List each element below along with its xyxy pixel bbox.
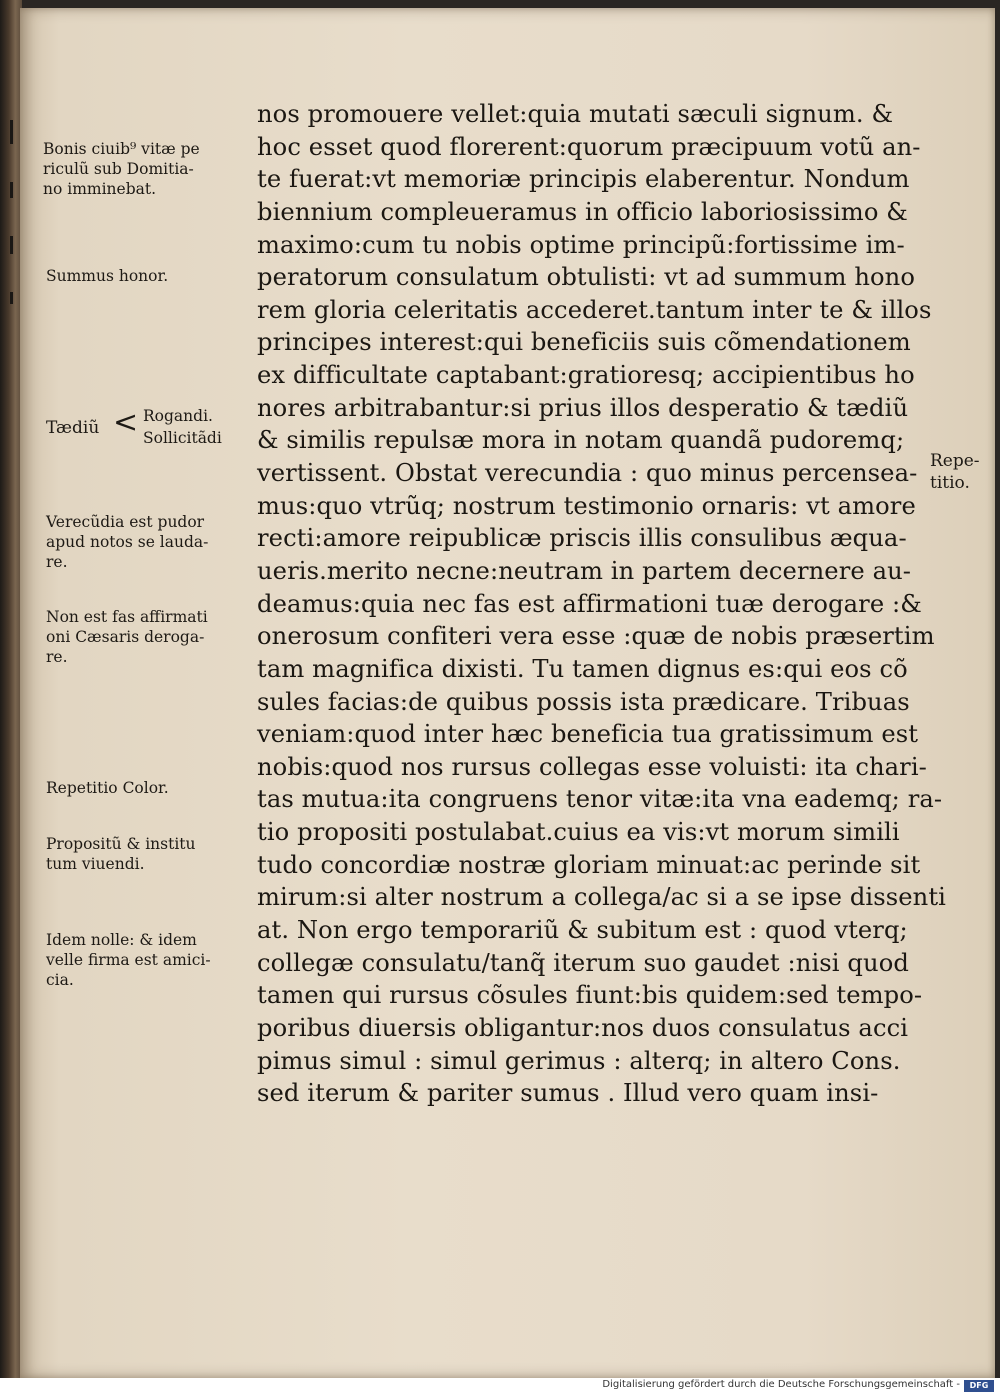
gloss-line: velle firma est amici-	[46, 951, 211, 969]
dfg-logo: DFG	[964, 1380, 994, 1392]
gloss-summus-honor	[46, 266, 168, 286]
gloss-line: tum viuendi.	[46, 855, 145, 873]
brace-symbol: <	[113, 405, 139, 440]
text-line: tas mutua:ita congruens tenor vitæ:ita vna eademq; ra-	[257, 785, 943, 814]
text-line: vertissent. Obstat verecundia : quo minus percensea-	[257, 459, 918, 488]
gloss-taedium-head	[46, 418, 99, 438]
gloss-line: Non est fas affirmati	[46, 608, 208, 626]
text-line: peratorum consulatum obtulisti: vt ad summum hono	[257, 263, 916, 292]
book-edge	[0, 0, 22, 1380]
gloss-propositum	[46, 834, 196, 874]
text-line: biennium compleueramus in officio laboriosissimo &	[257, 197, 908, 226]
text-line: pimus simul : simul gerimus : alterq; in altero Cons.	[257, 1046, 901, 1075]
text-line: at. Non ergo temporariũ & subitum est : quod vterq;	[257, 916, 908, 945]
text-line: nores arbitrabantur:si prius illos desperatio & tædiũ	[257, 393, 909, 422]
gloss-line: no imminebat.	[43, 180, 157, 198]
gloss-line: Repetitio Color.	[46, 779, 169, 797]
gloss-line: Tædiũ	[46, 418, 100, 438]
gloss-idem-nolle	[46, 930, 211, 990]
text-line: nos promouere vellet:quia mutati sæculi signum. &	[257, 100, 894, 128]
text-line: hoc esset quod florerent:quorum præcipuum votũ an-	[257, 132, 921, 161]
text-line: sed iterum & pariter sumus . Illud vero quam insi-	[257, 1079, 879, 1108]
digitization-credit: Digitalisierung gefördert durch die Deutsche Forschungsgemeinschaft -	[602, 1379, 960, 1390]
gloss-repetitio-color	[46, 778, 169, 798]
text-line: & similis repulsæ mora in notam quandã pudoremq;	[257, 426, 905, 455]
text-line: tio propositi postulabat.cuius ea vis:vt morum simili	[257, 818, 900, 847]
gloss-line: Sollicitãdi	[143, 429, 222, 447]
text-line: collegæ consulatu/tanq̃ iterum suo gaudet :nisi quod	[257, 948, 909, 977]
text-line: principes interest:qui beneficiis suis cõmendationem	[257, 328, 911, 357]
text-line: tudo concordiæ nostræ gloriam minuat:ac perinde sit	[257, 850, 921, 879]
text-line: deamus:quia nec fas est affirmationi tuæ derogare :&	[257, 589, 922, 618]
text-line: rem gloria celeritatis accederet.tantum inter te & illos	[257, 295, 932, 324]
gloss-line: riculũ sub Domitia-	[43, 160, 194, 178]
gloss-line: titio.	[930, 473, 970, 493]
text-line: tam magnifica dixisti. Tu tamen dignus es:qui eos cõ	[257, 654, 908, 683]
text-line: ex difficultate captabant:gratioresq; accipientibus ho	[257, 361, 915, 390]
text-line: mus:quo vtrũq; nostrum testimonio ornaris: vt amore	[257, 491, 916, 520]
text-line: ueris.merito necne:neutram in partem decernere au-	[257, 556, 912, 585]
gloss-line: Rogandi.	[143, 407, 213, 425]
gloss-right-repetitio	[930, 450, 980, 494]
gloss-line: cia.	[46, 971, 74, 989]
gloss-line: Bonis ciuib⁹ vitæ pe	[43, 140, 200, 158]
text-line: nobis:quod nos rursus collegas esse voluisti: ita chari-	[257, 752, 927, 781]
gloss-line: Verecũdia est pudor	[46, 513, 205, 531]
gloss-line: Idem nolle: & idem	[46, 931, 197, 949]
gloss-line: re.	[46, 553, 68, 571]
text-line: tamen qui rursus cõsules fiunt:bis quidem:sed tempo-	[257, 981, 923, 1010]
gloss-bonis-ciuibus	[43, 139, 200, 199]
text-line: te fuerat:vt memoriæ principis elaberentur. Nondum	[257, 165, 910, 194]
text-line: maximo:cum tu nobis optime principũ:fortissime im-	[257, 230, 905, 259]
main-text-block	[257, 98, 947, 1110]
gloss-line: Propositũ & institu	[46, 835, 196, 853]
gloss-verecundia	[46, 512, 208, 572]
gloss-line: Summus honor.	[46, 267, 169, 285]
text-line: recti:amore reipublicæ priscis illis consulibus æqua-	[257, 524, 907, 553]
gloss-line: re.	[46, 648, 68, 666]
gloss-line: oni Cæsaris deroga-	[46, 628, 205, 646]
text-line: sules facias:de quibus possis ista prædicare. Tribuas	[257, 687, 910, 716]
text-line: mirum:si alter nostrum a collega/ac si a se ipse dissenti	[257, 883, 947, 912]
gloss-non-est-fas	[46, 607, 208, 667]
edge-marks	[4, 120, 18, 342]
gloss-line: Repe-	[930, 451, 980, 471]
gloss-line: apud notos se lauda-	[46, 533, 209, 551]
text-line: onerosum confiteri vera esse :quæ de nobis præsertim	[257, 622, 935, 651]
text-line: poribus diuersis obligantur:nos duos consulatus acci	[257, 1013, 909, 1042]
text-line: veniam:quod inter hæc beneficia tua gratissimum est	[257, 720, 919, 749]
gloss-taedium-branches	[143, 405, 222, 449]
